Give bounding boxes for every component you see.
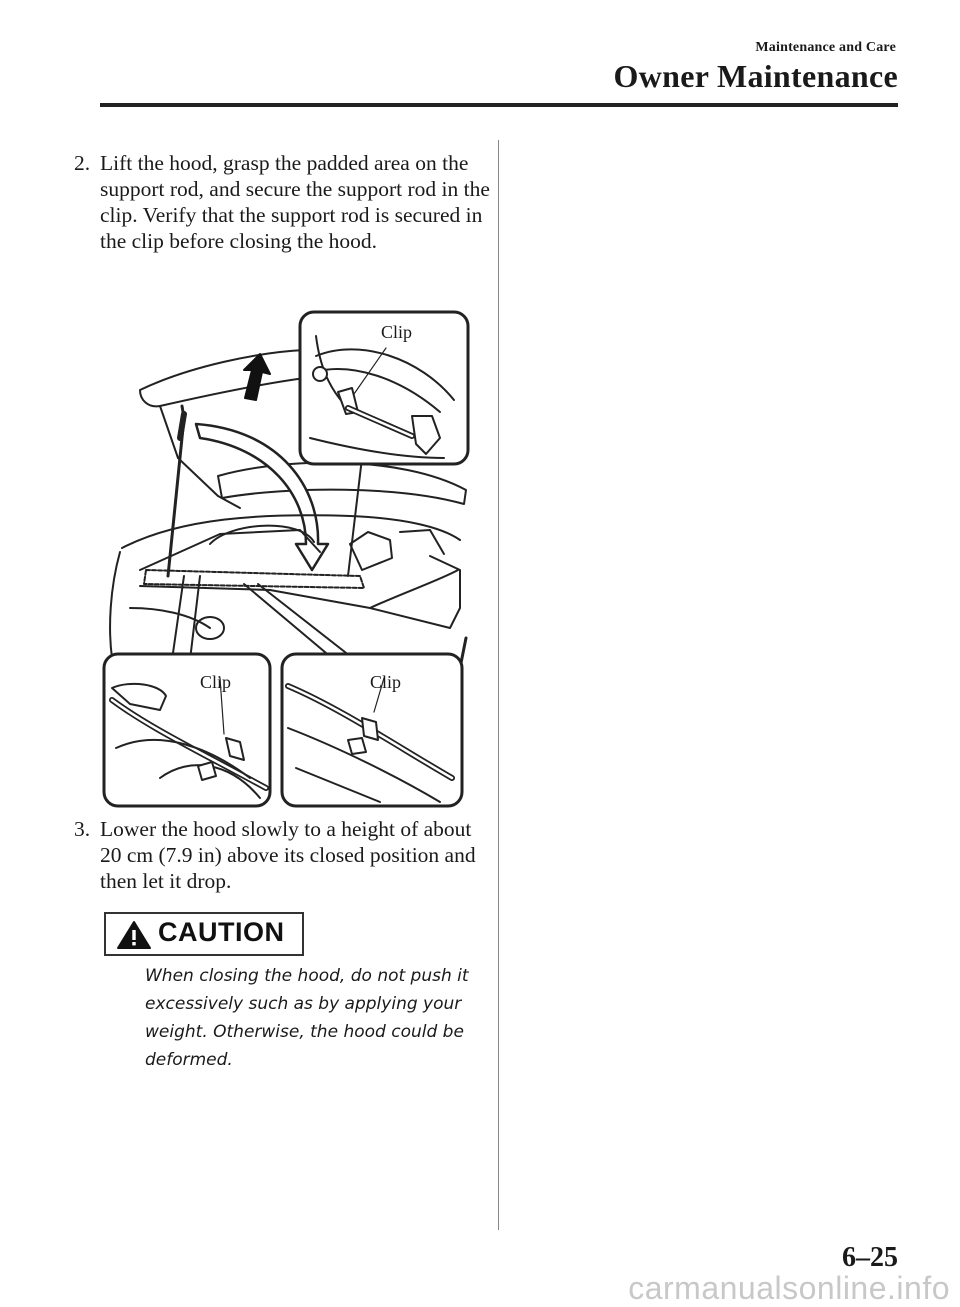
step-2 <box>74 150 494 254</box>
warning-icon <box>116 920 152 950</box>
page-number: 6–25 <box>842 1242 898 1273</box>
page-title: Owner Maintenance <box>613 58 898 94</box>
step-number: 3. <box>74 817 91 841</box>
step-number: 2. <box>74 151 91 175</box>
caution-text: When closing the hood, do not push it excessively such as by applying your weight. Otherwise, the hood could be deformed. <box>145 966 469 1070</box>
step-text: Lower the hood slowly to a height of about 20 cm (7.9 in) above its closed position and then let it drop. <box>100 817 476 893</box>
header-divider <box>100 103 898 107</box>
caution-label: CAUTION <box>158 917 285 947</box>
step-text: Lift the hood, grasp the padded area on the support rod, and secure the support rod in the clip. Verify that the support rod is secured in the clip before closing the hood. <box>100 151 490 253</box>
clip-label-top: Clip <box>381 322 413 342</box>
column-divider <box>498 140 499 1230</box>
watermark: carmanualsonline.info <box>628 1270 950 1306</box>
clip-label-left: Clip <box>200 672 232 692</box>
clip-label-right: Clip <box>370 672 402 692</box>
hood-support-illustration <box>100 308 472 810</box>
step-3 <box>74 816 494 894</box>
caution-box <box>104 912 304 956</box>
section-heading: Maintenance and Care <box>755 40 896 55</box>
